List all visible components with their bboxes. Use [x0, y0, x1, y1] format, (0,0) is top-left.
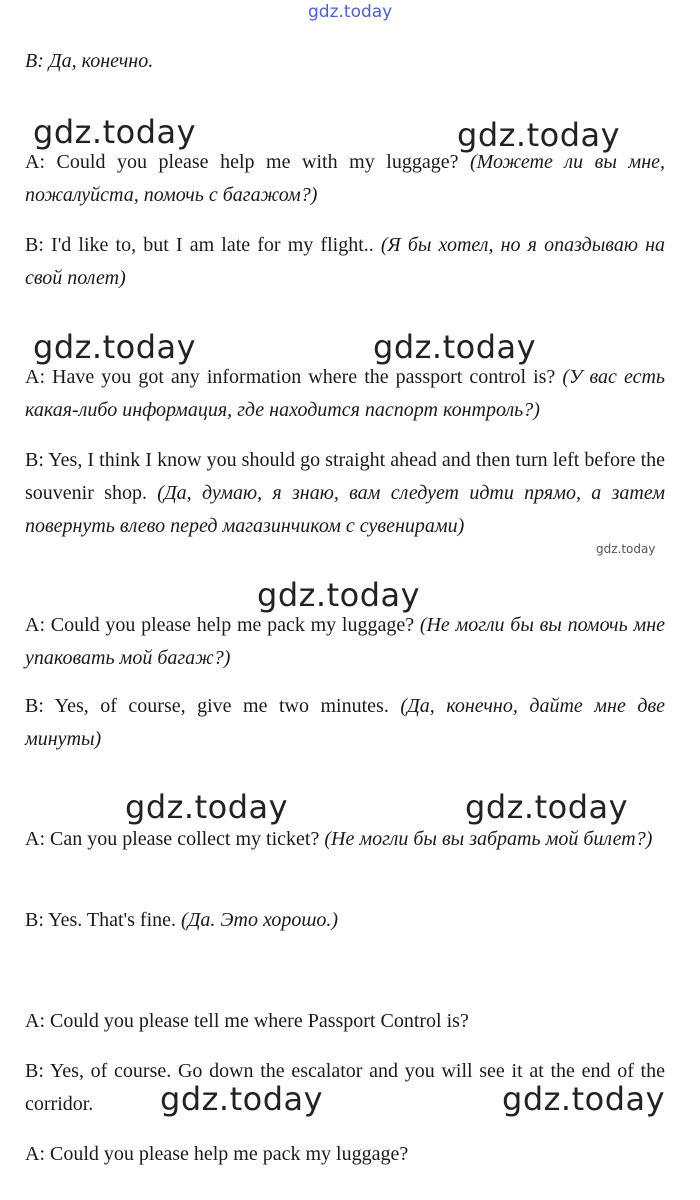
dialogue-line-5-text: A: Could you please help me pack my luggage?: [25, 614, 420, 636]
dialogue-line-3: [25, 361, 665, 427]
dialogue-line-7-text: A: Can you please collect my ticket?: [25, 828, 325, 850]
watermark-small: gdz.today: [596, 542, 656, 556]
dialogue-line-3-translation: (У вас есть какая-либо информация, где находится паспорт контроль?): [25, 366, 666, 421]
dialogue-line-9: [25, 1005, 665, 1038]
watermark: gdz.today: [465, 788, 629, 826]
dialogue-line-8-translation: (Да. Это хорошо.): [181, 909, 339, 931]
dialogue-line-2-text: B: I'd like to, but I am late for my flight..: [25, 234, 381, 256]
watermark: gdz.today: [160, 1080, 324, 1118]
dialogue-line-1-translation: (Можете ли вы мне, пожалуйста, помочь с багажом?): [25, 151, 665, 206]
dialogue-line-8: [25, 904, 665, 937]
dialogue-line-0-translation: В: Да, конечно.: [25, 50, 154, 72]
dialogue-line-3-text: A: Have you got any information where the passport control is?: [25, 366, 563, 388]
dialogue-line-11-text: A: Could you please help me pack my luggage?: [25, 1143, 409, 1165]
dialogue-line-10-text: B: Yes, of course. Go down the escalator and you will see it at the end of the corridor.: [25, 1060, 665, 1115]
dialogue-line-11: [25, 1138, 665, 1171]
watermark: gdz.today: [373, 328, 537, 366]
dialogue-line-1-text: A: Could you please help me with my luggage?: [25, 151, 471, 173]
dialogue-line-0: [25, 45, 665, 78]
dialogue-line-6: [25, 690, 665, 756]
dialogue-line-7: [25, 823, 665, 856]
watermark: gdz.today: [125, 788, 289, 826]
dialogue-line-6-text: B: Yes, of course, give me two minutes.: [25, 695, 401, 717]
watermark-top: gdz.today: [308, 2, 393, 22]
dialogue-line-5: [25, 609, 665, 675]
dialogue-line-2-translation: (Я бы хотел, но я опаздываю на свой полет): [25, 234, 665, 289]
dialogue-line-4-translation: (Да, думаю, я знаю, вам следует идти прямо, а затем повернуть влево перед магазинчиком с сувенирами): [25, 482, 665, 537]
dialogue-line-8-text: B: Yes. That's fine.: [25, 909, 182, 931]
dialogue-line-4: [25, 444, 665, 543]
watermark: gdz.today: [502, 1080, 666, 1118]
dialogue-line-4-text: B: Yes, I think I know you should go straight ahead and then turn left before the souvenir shop.: [25, 449, 665, 504]
dialogue-line-7-translation: (Не могли бы вы забрать мой билет?): [324, 828, 653, 850]
dialogue-line-5-translation: (Не могли бы вы помочь мне упаковать мой багаж?): [25, 614, 665, 669]
dialogue-line-2: [25, 229, 665, 295]
dialogue-line-1: [25, 146, 665, 212]
dialogue-line-6-translation: (Да, конечно, дайте мне две минуты): [25, 695, 666, 750]
dialogue-line-9-text: A: Could you please tell me where Passport Control is?: [25, 1010, 469, 1032]
watermark: gdz.today: [257, 576, 421, 614]
watermark: gdz.today: [33, 328, 197, 366]
watermark: gdz.today: [457, 116, 621, 154]
watermark: gdz.today: [33, 113, 197, 151]
